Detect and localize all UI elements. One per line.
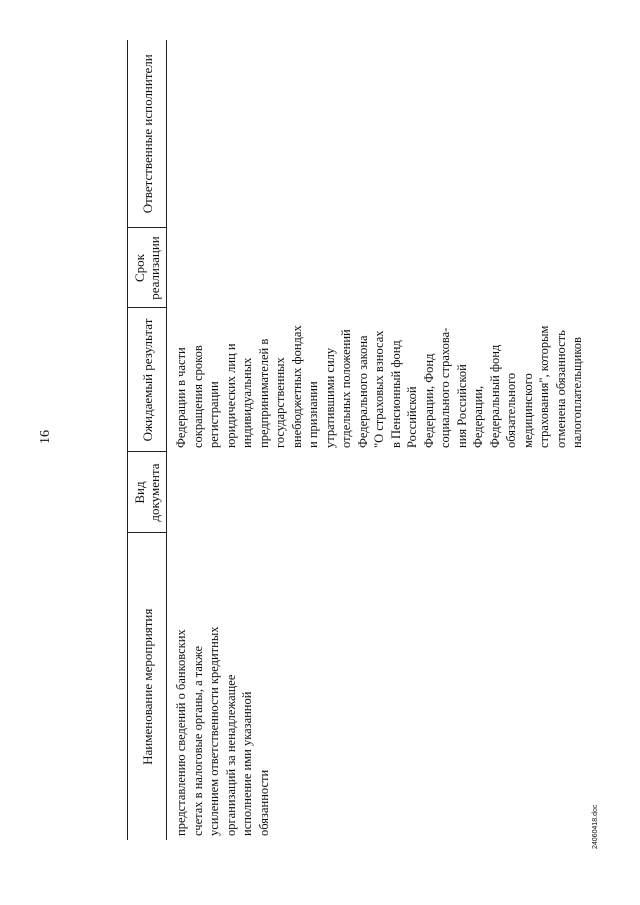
text-line: социального страхова- xyxy=(438,327,452,448)
cell-responsible xyxy=(167,40,586,228)
text-line: внебюджетных фондах xyxy=(289,325,304,448)
footer-document-code: 24060418.doc xyxy=(592,804,599,849)
text-line: усилением ответственности кредитных xyxy=(207,626,221,836)
text-line: Российской xyxy=(405,386,419,448)
text-line: представлению сведений о банковских xyxy=(174,629,188,836)
text-line: и признании xyxy=(306,381,320,448)
header-expected-result: Ожидаемый результат xyxy=(128,308,167,452)
text-line: отменена обязанность xyxy=(553,330,568,448)
text-line: счетах в налоговые органы, а также xyxy=(190,645,205,836)
rotated-page-content xyxy=(127,40,584,840)
page-number: 16 xyxy=(38,430,53,444)
text-line: Федерации, xyxy=(471,385,485,448)
text-line: "О страховых взносах xyxy=(372,330,386,448)
text-line: налогоплательщиков xyxy=(570,337,584,448)
header-implementation-term: Срок реализации xyxy=(128,228,167,308)
text-line: отдельных положений xyxy=(339,329,353,448)
text-line: обязательного xyxy=(504,372,518,448)
cell-expected-result xyxy=(167,308,586,452)
text-line: предпринимателей в xyxy=(256,338,271,448)
table-row xyxy=(167,40,586,840)
text-line: ния Российской xyxy=(454,364,469,448)
text-line: организаций за ненадлежащее xyxy=(223,674,238,836)
text-line: исполнение ими указанной xyxy=(240,691,254,836)
text-line: Федеральный фонд xyxy=(487,344,502,448)
text-line: в Пенсионный фонд xyxy=(388,340,403,448)
cell-implementation-term xyxy=(167,228,586,308)
header-action-name: Наименование мероприятия xyxy=(128,533,167,840)
action-plan-table xyxy=(127,40,586,840)
text-line: обязанности xyxy=(256,769,271,836)
text-line: медицинского xyxy=(520,373,535,448)
text-line: юридических лиц и xyxy=(223,343,238,448)
header-responsible: Ответственные исполнители xyxy=(128,40,167,228)
text-line: Федерации, Фонд xyxy=(421,353,436,448)
header-document-type: Вид документа xyxy=(128,452,167,533)
cell-document-type xyxy=(167,452,586,533)
text-line: Федерации в части xyxy=(174,347,188,448)
text-line: регистрации xyxy=(207,381,221,448)
text-line: индивидуальных xyxy=(240,357,254,448)
text-line: Федерального закона xyxy=(355,335,370,448)
cell-action-name xyxy=(167,533,586,840)
text-line: утратившими силу xyxy=(322,347,337,448)
text-line: сокращения сроков xyxy=(190,345,205,448)
text-line: государственных xyxy=(273,357,287,448)
table-header-row xyxy=(128,40,167,840)
text-line: страхования", которым xyxy=(537,325,551,448)
